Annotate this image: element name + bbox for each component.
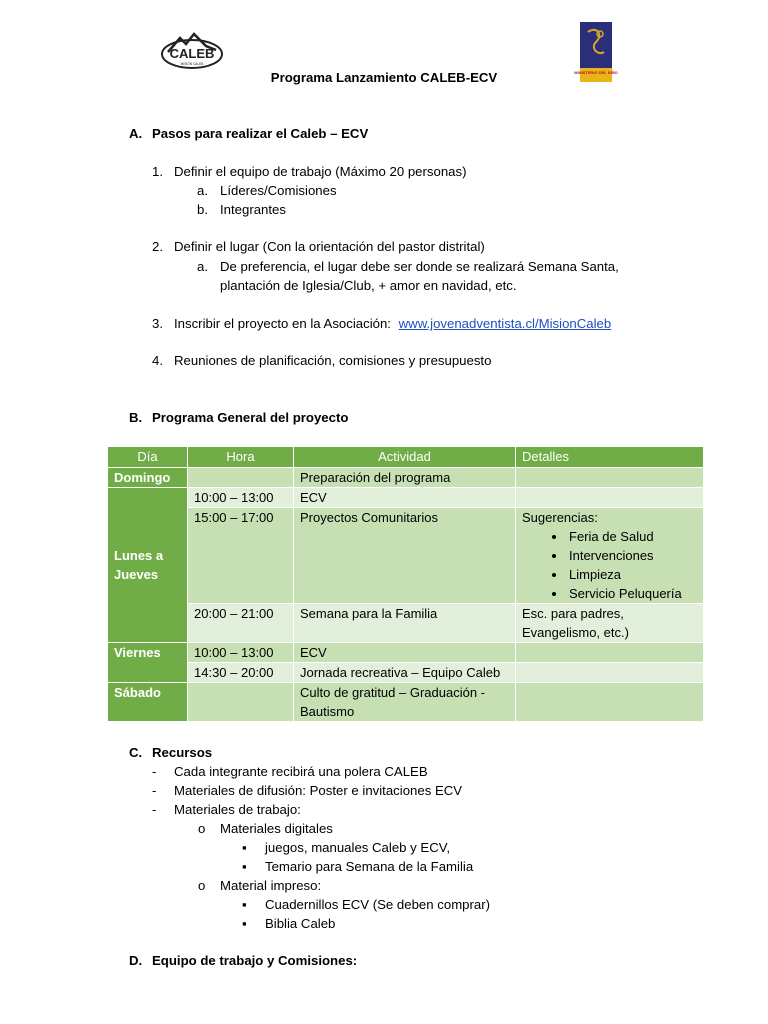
table-header-row [108, 447, 704, 468]
step-1a-marker: a. [197, 183, 208, 198]
caleb-logo-subtext: MISIÓN CALEB [180, 62, 204, 66]
step-1-text: Definir el equipo de trabajo (Máximo 20 personas) [174, 164, 467, 179]
list-item: • Intervenciones [567, 546, 697, 565]
cell-detalles [516, 643, 704, 663]
table-row [108, 683, 704, 722]
square-marker: ▪ [242, 840, 247, 855]
header-dia: Día [108, 447, 188, 468]
day-domingo: Domingo [108, 468, 188, 488]
mision-caleb-link[interactable]: www.jovenadventista.cl/MisionCaleb [398, 316, 612, 331]
cell-actividad [294, 683, 516, 722]
day-lunes-jueves-label: Lunes a Jueves [114, 548, 164, 582]
recurso-subitem: Cuadernillos ECV (Se deben comprar) [265, 897, 491, 912]
list-item: • Limpieza [567, 565, 697, 584]
day-lunes-jueves [108, 488, 188, 643]
cell-actividad: Semana para la Familia [294, 604, 516, 643]
square-marker: ▪ [242, 897, 247, 912]
step-1b-text: Integrantes [220, 202, 286, 217]
step-2a-text: De preferencia, el lugar debe ser donde se realizará Semana Santa, [220, 259, 619, 274]
table-row [108, 488, 704, 508]
recurso-subitem: Biblia Caleb [265, 916, 336, 931]
cell-actividad: ECV [294, 643, 516, 663]
step-3-line [174, 314, 611, 333]
square-marker: ▪ [242, 916, 247, 931]
square-marker: ▪ [242, 859, 247, 874]
cell-hora [188, 683, 294, 722]
step-3-number: 3. [152, 316, 163, 331]
cell-actividad: ECV [294, 488, 516, 508]
ministerio-logo-text: MINISTERIO DEL NIÑO [574, 70, 618, 75]
step-1-number: 1. [152, 164, 163, 179]
cell-hora: 10:00 – 13:00 [188, 488, 294, 508]
recurso-item: Materiales de trabajo: [174, 802, 301, 817]
caleb-logo-text: CALEB [169, 46, 215, 61]
document-title: Programa Lanzamiento CALEB-ECV [270, 70, 498, 85]
sugerencias-label: Sugerencias: [522, 510, 598, 525]
cell-actividad: Preparación del programa [294, 468, 516, 488]
section-a-heading: Pasos para realizar el Caleb – ECV [152, 126, 369, 141]
list-item: • Feria de Salud [567, 527, 697, 546]
step-2-number: 2. [152, 239, 163, 254]
step-2a-text-line2: plantación de Iglesia/Club, + amor en navidad, etc. [220, 278, 517, 293]
dash-marker: - [152, 802, 157, 817]
recurso-subheading: Material impreso: [220, 878, 322, 893]
cell-hora: 15:00 – 17:00 [188, 508, 294, 604]
dash-marker: - [152, 783, 157, 798]
cell-detalles [516, 663, 704, 683]
section-c-heading: Recursos [152, 745, 213, 760]
table-row [108, 604, 704, 643]
actividad-line2: Bautismo [300, 704, 355, 719]
detalles-line1: Esc. para padres, [522, 606, 624, 621]
cell-detalles [516, 508, 704, 604]
actividad-line1: Culto de gratitud – Graduación - [300, 685, 485, 700]
section-c-marker: C. [129, 745, 143, 760]
cell-detalles [516, 468, 704, 488]
section-b-marker: B. [129, 410, 143, 425]
circle-marker: o [198, 821, 206, 836]
cell-actividad: Proyectos Comunitarios [294, 508, 516, 604]
cell-actividad: Jornada recreativa – Equipo Caleb [294, 663, 516, 683]
dash-marker: - [152, 764, 157, 779]
program-table [107, 446, 704, 722]
day-sabado: Sábado [108, 683, 188, 722]
caleb-logo [160, 28, 224, 72]
header-hora: Hora [188, 447, 294, 468]
cell-detalles [516, 683, 704, 722]
recurso-item: Materiales de difusión: Poster e invitaciones ECV [174, 783, 463, 798]
step-3-text: Inscribir el proyecto en la Asociación: [174, 316, 391, 331]
cell-detalles [516, 488, 704, 508]
section-b-heading: Programa General del proyecto [152, 410, 349, 425]
cell-hora: 14:30 – 20:00 [188, 663, 294, 683]
header-actividad: Actividad [294, 447, 516, 468]
table-row [108, 468, 704, 488]
section-d-heading: Equipo de trabajo y Comisiones: [152, 953, 358, 968]
step-1a-text: Líderes/Comisiones [220, 183, 337, 198]
cell-hora: 20:00 – 21:00 [188, 604, 294, 643]
recurso-subitem: Temario para Semana de la Familia [265, 859, 474, 874]
recurso-item: Cada integrante recibirá una polera CALEB [174, 764, 428, 779]
step-4-text: Reuniones de planificación, comisiones y presupuesto [174, 353, 492, 368]
step-2a-marker: a. [197, 259, 208, 274]
circle-marker: o [198, 878, 206, 893]
day-viernes: Viernes [108, 643, 188, 683]
cell-hora: 10:00 – 13:00 [188, 643, 294, 663]
recurso-subitem: juegos, manuales Caleb y ECV, [265, 840, 450, 855]
recurso-subheading: Materiales digitales [220, 821, 333, 836]
table-row [108, 663, 704, 683]
step-2-text: Definir el lugar (Con la orientación del pastor distrital) [174, 239, 485, 254]
cell-detalles [516, 604, 704, 643]
section-a-marker: A. [129, 126, 143, 141]
step-4-number: 4. [152, 353, 163, 368]
header-detalles: Detalles [516, 447, 704, 468]
step-1b-marker: b. [197, 202, 208, 217]
detalles-line2: Evangelismo, etc.) [522, 625, 629, 640]
table-row [108, 508, 704, 604]
cell-hora [188, 468, 294, 488]
list-item: • Servicio Peluquería [567, 584, 697, 603]
section-d-marker: D. [129, 953, 143, 968]
sugerencias-list [522, 527, 697, 603]
table-row [108, 643, 704, 663]
